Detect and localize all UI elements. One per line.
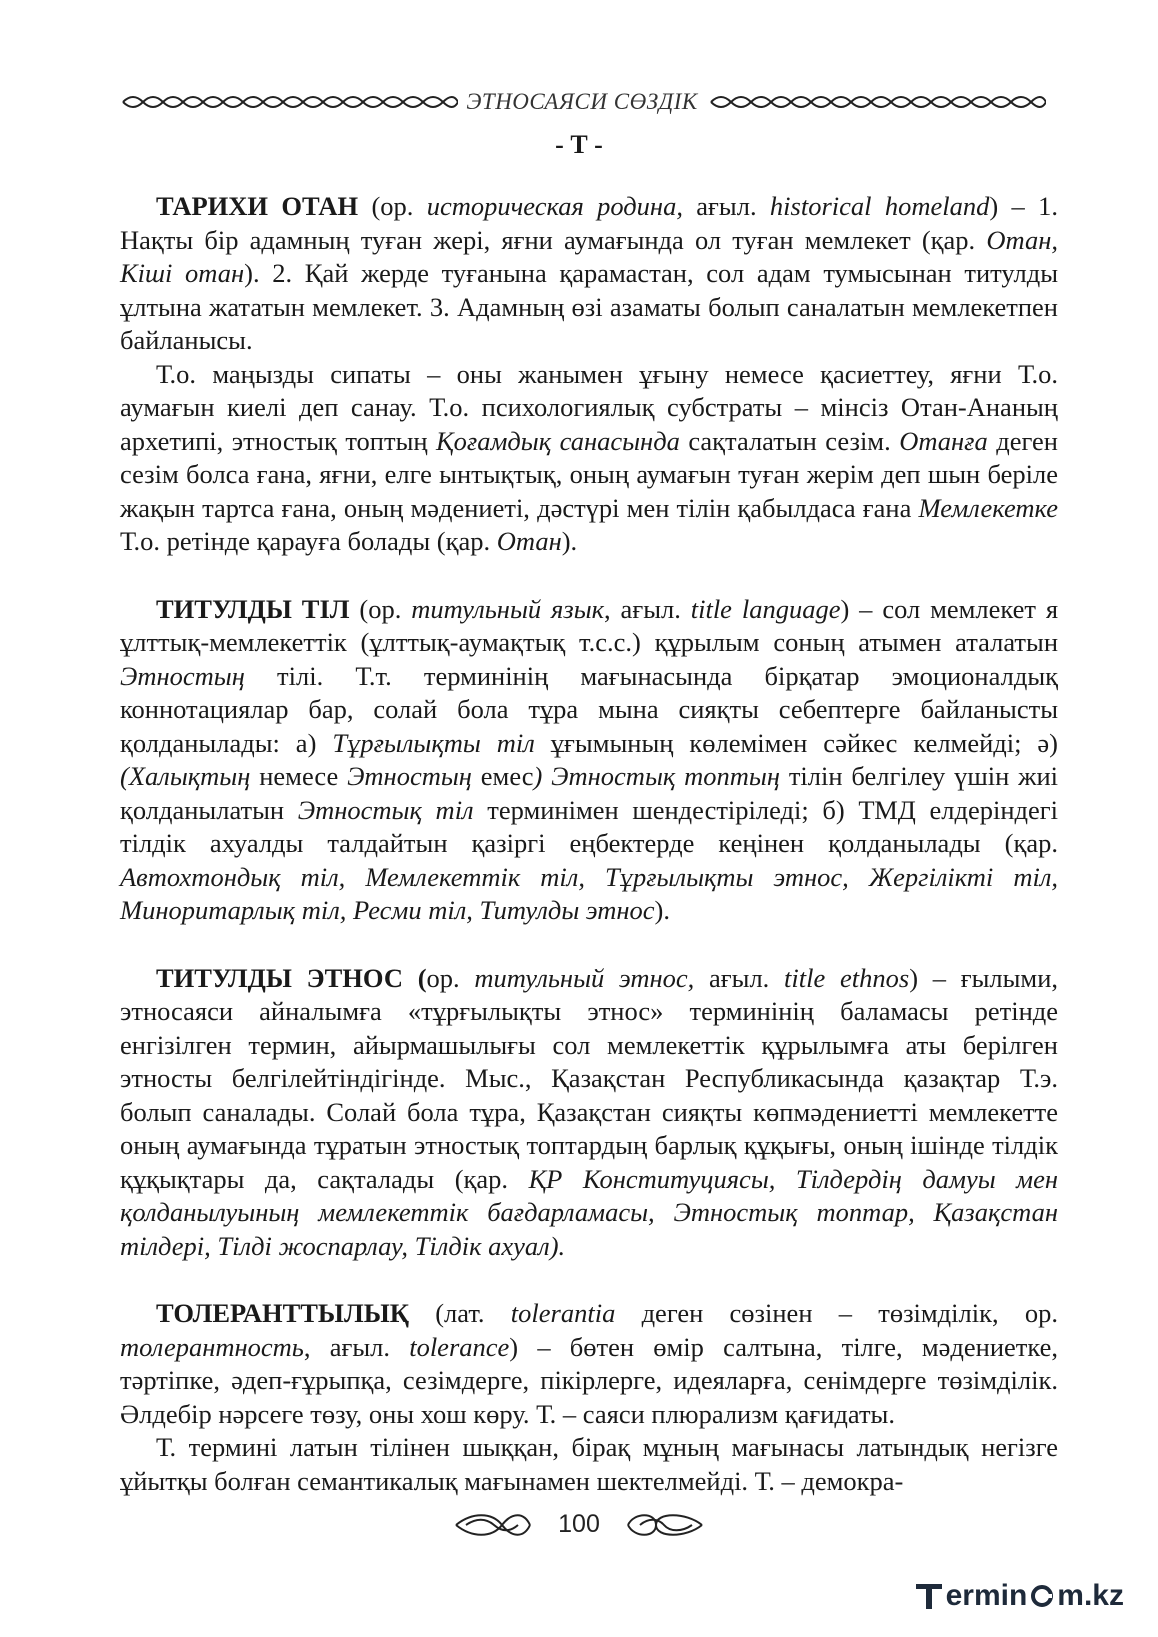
ornament-right-icon bbox=[706, 91, 1046, 113]
body-text: емес bbox=[471, 761, 534, 791]
body-text: (ор. bbox=[349, 593, 412, 624]
page-footer bbox=[0, 1510, 1158, 1539]
italic-reference: (Халықтың bbox=[120, 761, 251, 791]
italic-reference: титульный этнос, bbox=[474, 962, 695, 993]
body-text: ) – ғылыми, этносаяси айналымға «тұрғылықты этнос» терминінің баламасы ретінде енгізілген термин, айырмашылығы сол мемлекеттік құрылымға аты берілген этносты белгілейтіндігінде. Мыс., Қазақстан Республикасында қазақтар Т.э. болып саналады. Солай бола тұра, Қазақстан сияқты көпмәдениетті мемлекетте оның аумағында тұратын этностық топтардың барлық құқығы, оның ішінде тілдік құқықтары да, сақталады (қар. bbox=[120, 962, 1059, 1194]
body-text: ). bbox=[561, 526, 578, 556]
watermark-text-start: ermin bbox=[945, 1579, 1028, 1612]
running-header bbox=[118, 84, 1046, 120]
body-text: Т. термині латын тілінен шыққан, бірақ мұның мағынасы латындық негізге ұйытқы болған семантикалық мағынамен шектелмейді. Т. – демокра- bbox=[120, 1432, 1058, 1496]
body-text: ағыл. bbox=[694, 962, 785, 993]
watermark-logo-icon bbox=[914, 1581, 944, 1611]
italic-reference: Қоғамдық санасында bbox=[436, 425, 680, 456]
body-text: , ағыл. bbox=[303, 1331, 410, 1362]
italic-reference: Отанға bbox=[899, 425, 988, 456]
section-letter-heading: - Т - bbox=[555, 130, 603, 159]
italic-reference: tolerance bbox=[409, 1331, 510, 1362]
italic-reference: толерантность bbox=[120, 1331, 304, 1362]
body-text: , ағыл. bbox=[604, 593, 691, 624]
ornament-left-icon bbox=[118, 91, 458, 113]
site-watermark bbox=[914, 1579, 1124, 1613]
body-text: тілін белгілеу үшін жиі қолданылатын bbox=[120, 761, 1058, 825]
body-text: ұғымының көлемімен сәйкес келмейді; ә) bbox=[534, 727, 1059, 758]
watermark-circle-icon bbox=[1029, 1583, 1055, 1609]
entry-paragraph bbox=[120, 358, 1058, 559]
italic-reference: Мемлекетке bbox=[918, 492, 1058, 523]
entry-separator bbox=[120, 928, 1058, 962]
entry-separator bbox=[120, 1263, 1058, 1297]
italic-reference: Тұрғылықты тіл bbox=[332, 727, 535, 758]
body-text: терминімен шендестіріледі; б) ТМД елдеріндегі тілдік ахуалды талдайтын қазіргі еңбектерде кеңінен қолданылады (қар. bbox=[120, 794, 1058, 858]
entry-paragraph bbox=[120, 190, 1058, 358]
entry-headword: ТИТУЛДЫ ЭТНОС ( bbox=[156, 962, 427, 993]
body-text: ). 2. Қай жерде туғанына қарамастан, сол адам тумысынан титулды ұлтына жататын мемлекет. 3. Адамның өзі азаматы болып саналатын мемлекетпен байланысы. bbox=[120, 258, 1058, 355]
italic-reference: титульный язык bbox=[411, 593, 605, 624]
entry-paragraph bbox=[120, 1431, 1058, 1498]
body-text: немесе bbox=[250, 761, 348, 791]
body-text: ор. bbox=[426, 962, 475, 993]
body-text: Т.о. маңызды сипаты – оны жанымен ұғыну немесе қасиеттеу, яғни Т.о. аумағын киелі деп санау. Т.о. психологиялық субстраты – мінсіз Отан-Ананың архетипі, этностық топтың bbox=[120, 358, 1058, 456]
entry-paragraph bbox=[120, 1297, 1058, 1431]
italic-reference: Отан bbox=[496, 526, 562, 556]
flourish-right-icon bbox=[626, 1512, 706, 1538]
dictionary-entry bbox=[120, 1297, 1058, 1498]
running-title: ЭТНОСАЯСИ СӨЗДІК bbox=[466, 89, 698, 114]
body-text: ) – сол мемлекет я ұлттық-мемлекеттік (ұлттық-аумақтық т.с.с.) құрылым соның атымен аталатын bbox=[120, 593, 1059, 657]
italic-reference: Отан, Кіші отан bbox=[120, 224, 1058, 288]
entry-paragraph bbox=[120, 962, 1058, 1264]
italic-reference: историческая родина, bbox=[426, 191, 683, 221]
body-text: (ор. bbox=[358, 191, 427, 221]
dictionary-entry bbox=[120, 190, 1058, 559]
italic-reference: ҚР Конституциясы, Тілдердің дамуы мен қолданылуының мемлекеттік бағдарламасы, Этностық топтар, Қазақстан тілдері, Тілді жоспарлау, Тілдік ахуал). bbox=[120, 1163, 1058, 1261]
italic-reference: title ethnos bbox=[784, 962, 910, 993]
body-text: ) – бөтен өмір салтына, тілге, мәдениетке, тәртіпке, әдеп-ғұрыпқа, сезімдерге, пікірлерге, идеяларға, сенімдерге төзімділік. Әлдебір нәрсеге төзу, оны хош көру. Т. – саяси плюрализм қағидаты. bbox=[120, 1331, 1058, 1429]
watermark-text-end: m.kz bbox=[1057, 1579, 1124, 1612]
body-text: деген сезім болса ғана, яғни, елге ынтықтық, оның аумағын туған жерім деп шын беріле жақын тартса ғана, оның мәдениеті, дәстүрі мен тілін қабылдаса ғана bbox=[120, 425, 1058, 523]
body-text: деген сөзінен – төзімділік, ор. bbox=[615, 1298, 1058, 1328]
body-text: (лат. bbox=[408, 1298, 511, 1328]
entry-separator bbox=[120, 559, 1058, 593]
entry-paragraph bbox=[120, 593, 1058, 928]
italic-reference: Автохтондық тіл, Мемлекеттік тіл, Тұрғылықты этнос, Жергілікті тіл, Миноритарлық тіл, Ресми тіл, Титулды этнос bbox=[120, 861, 1058, 925]
italic-reference: title language bbox=[690, 593, 841, 624]
italic-reference: tolerantia bbox=[510, 1298, 616, 1328]
body-text: ағыл. bbox=[682, 191, 770, 221]
body-text: сақталатын сезім. bbox=[679, 425, 900, 456]
italic-reference: historical homeland bbox=[769, 191, 990, 221]
dictionary-entry bbox=[120, 593, 1058, 928]
body-text: тілі. Т.т. терминінің мағынасында бірқатар эмоционалдық коннотациялар бар, солай бола тұра мына сияқты себептерге байланысты қолданылады: а) bbox=[120, 660, 1058, 758]
page-number: 100 bbox=[558, 1510, 600, 1538]
entry-headword: ТАРИХИ ОТАН bbox=[156, 191, 359, 221]
body-text: ). bbox=[654, 895, 670, 925]
entry-headword: ТОЛЕРАНТТЫЛЫҚ bbox=[156, 1298, 409, 1328]
body-text: ) – 1. Нақты бір адамның туған жері, яғни аумағында ол туған мемлекет (қар. bbox=[120, 191, 1059, 255]
entry-headword: ТИТУЛДЫ ТІЛ bbox=[156, 593, 350, 624]
body-text: Т.о. ретінде қарауға болады (қар. bbox=[120, 526, 497, 556]
dictionary-entry bbox=[120, 962, 1058, 1264]
italic-reference: Этностық тіл bbox=[297, 794, 474, 825]
italic-reference: ) Этностық топтың bbox=[533, 761, 780, 791]
flourish-left-icon bbox=[452, 1512, 532, 1538]
dictionary-content bbox=[120, 190, 1058, 1498]
italic-reference: Этностың bbox=[120, 660, 245, 691]
italic-reference: Этностың bbox=[347, 761, 472, 791]
